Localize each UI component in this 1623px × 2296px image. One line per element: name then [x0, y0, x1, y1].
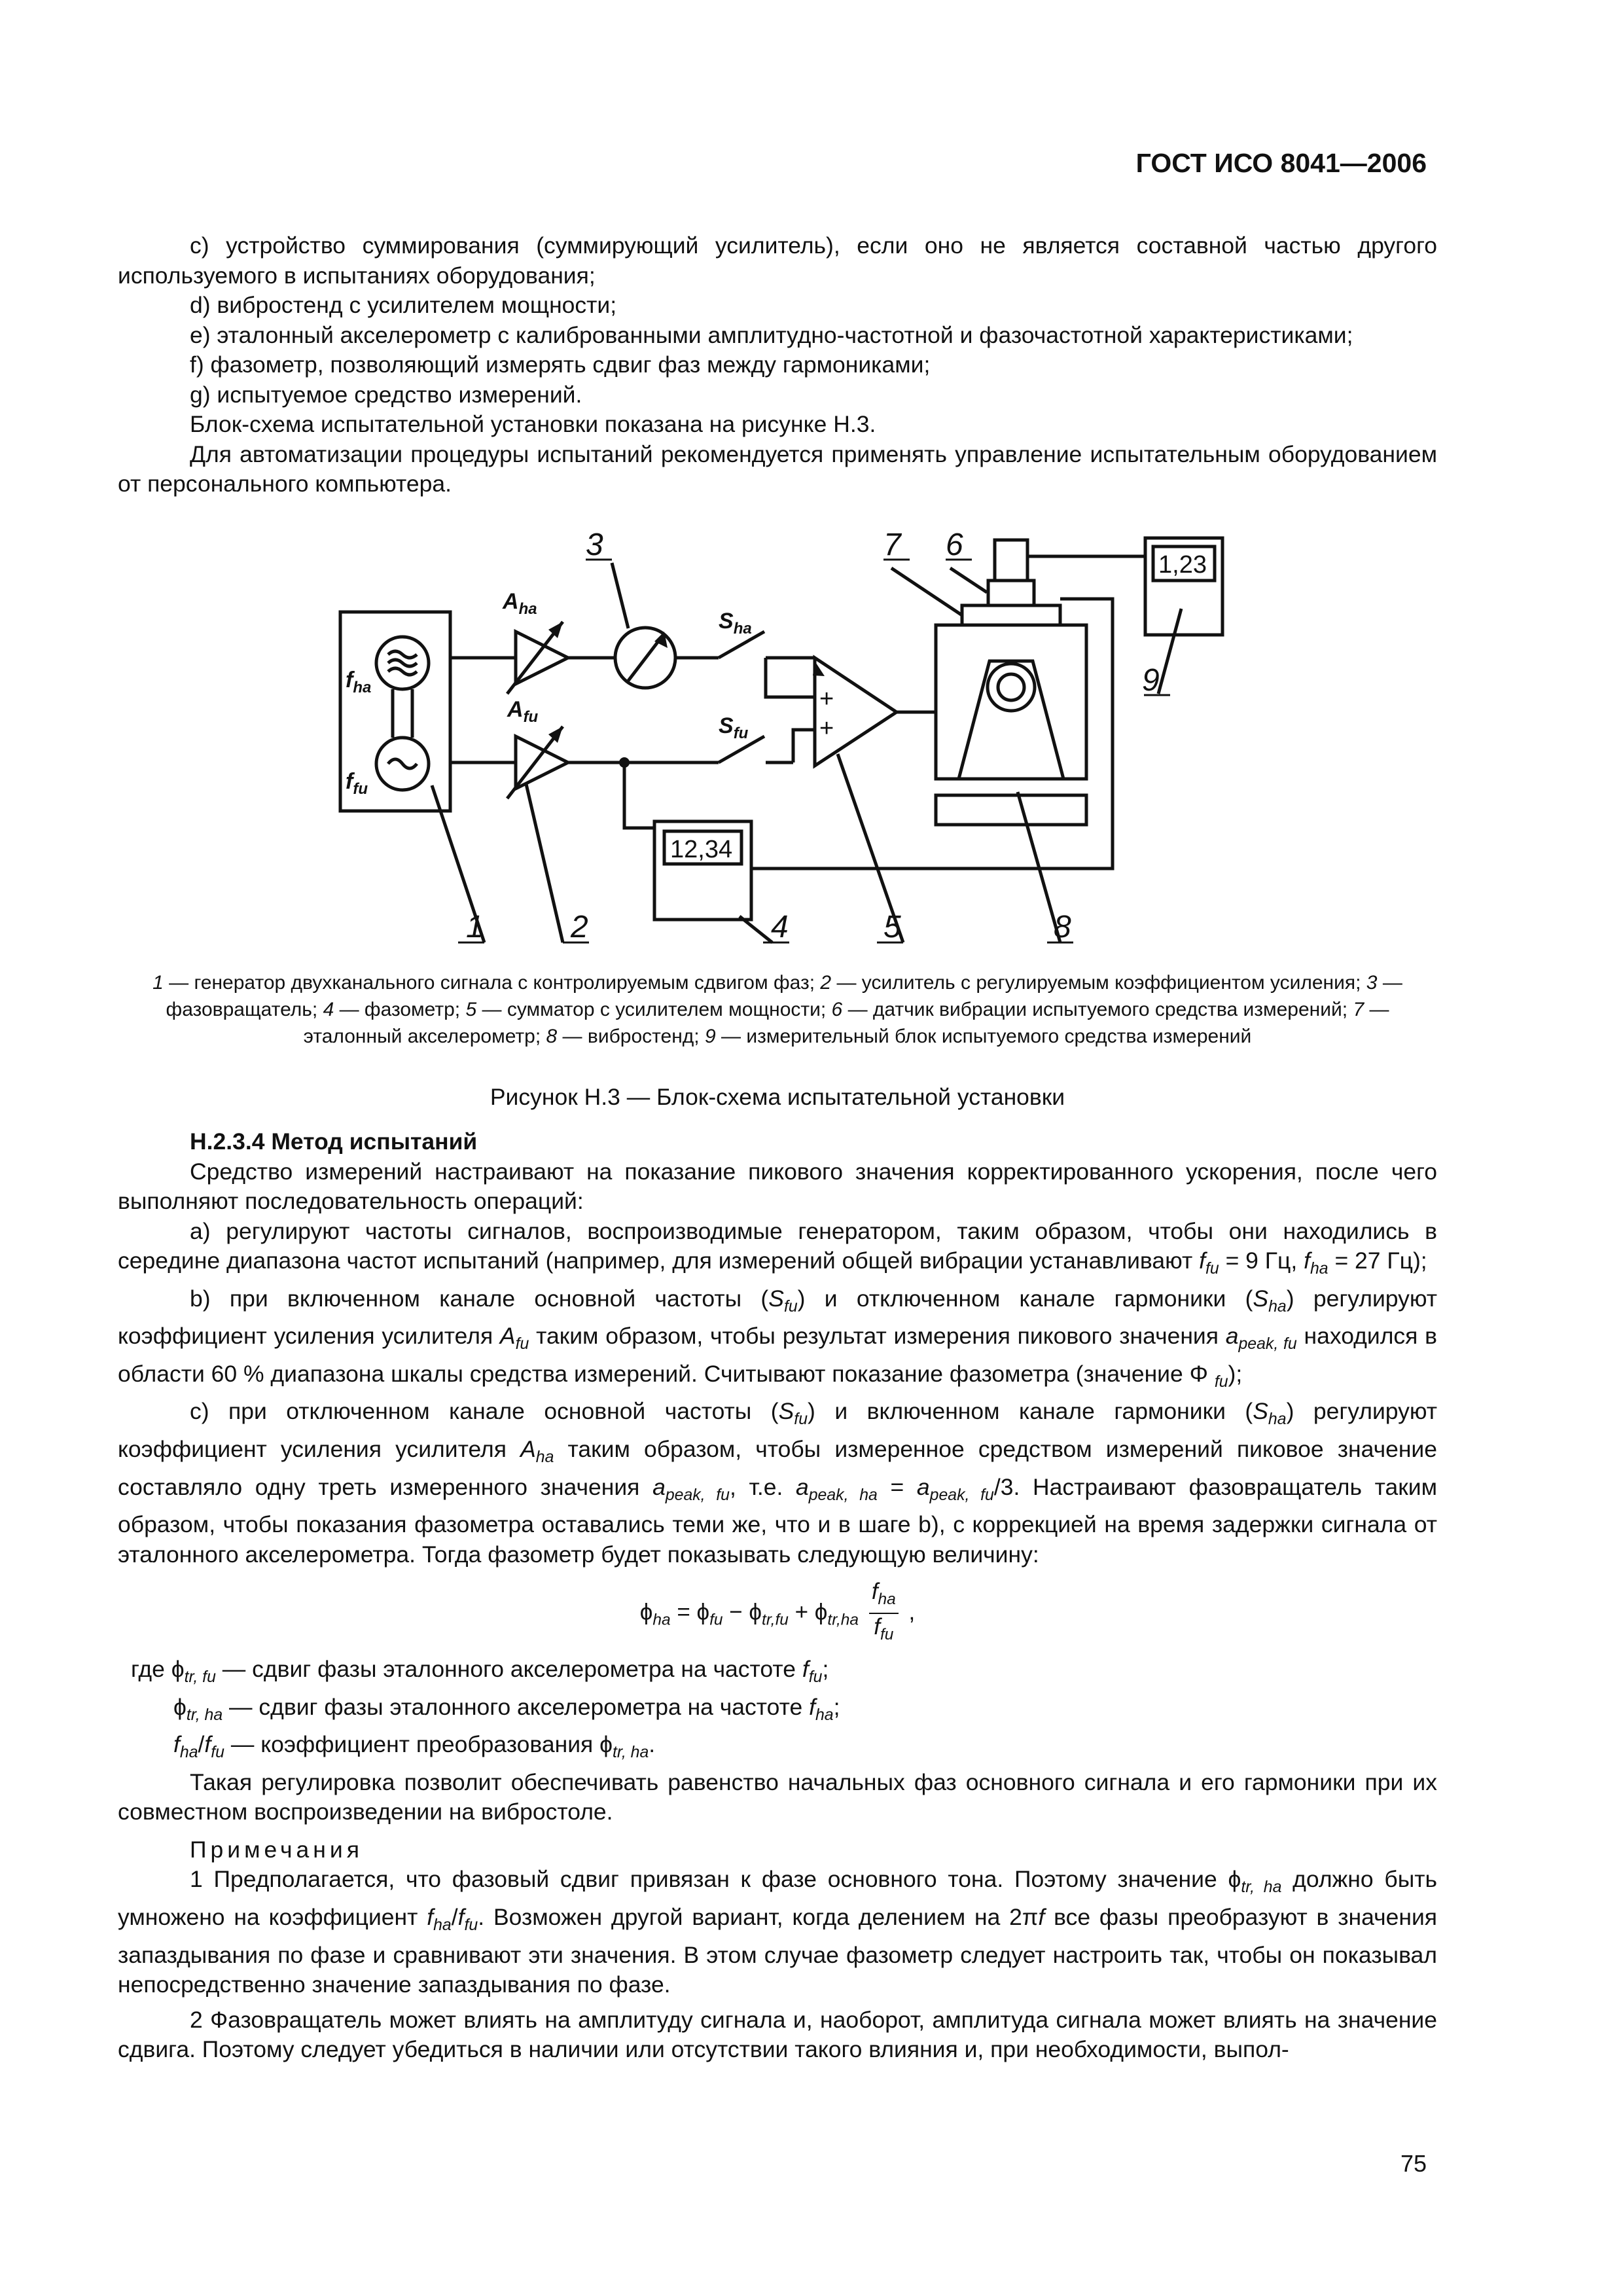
where-line-1: где $\phi_{tr, fu}$ — сдвиг фазы эталонного акселерометра на частоте $f_{fu}$;: [131, 1656, 829, 1687]
label-ffu: $f_{fu}$: [346, 769, 368, 798]
list-item-c: c) устройство суммирования (суммирующий усилитель), если оно не является составной частью другого используемого в испытаниях оборудования;: [118, 232, 1437, 289]
label-sha: $S_{ha}$: [719, 609, 752, 637]
label-sfu: $S_{fu}$: [719, 713, 749, 742]
frequency-ratio: $\frac{f_{ha}}{f_{fu}}$: [869, 1579, 899, 1648]
ref-number-6: 6: [946, 528, 963, 562]
figure-legend: 1 — генератор двухканального сигнала с контролируемым сдвигом фаз; 2 — усилитель с регулируемым коэффициентом усиления; 3 — фазовращатель; 4 — фазометр; 5 — сумматор с усилителем мощности; 6 — датчик вибрации испытуемого средства измерений; 7 — эталонный акселерометр; 8 — вибростенд; 9 — измерительный блок испытуемого средства измерений: [152, 972, 1402, 1047]
list-item-d: d) вибростенд с усилителем мощности;: [190, 292, 617, 318]
where-line-2: $\phi_{tr, ha}$ — сдвиг фазы эталонного акселерометра на частоте $f_{ha}$;: [173, 1693, 840, 1724]
ref-number-5: 5: [883, 910, 901, 944]
meter4-readout: 12,34: [670, 836, 733, 863]
ref-number-4: 4: [771, 910, 789, 944]
notes-heading: Примечания: [190, 1836, 363, 1863]
list-item-e: e) эталонный акселерометр с калиброванными амплитудно-частотной и фазочастотной характеристиками;: [190, 321, 1353, 348]
ref-number-7: 7: [883, 528, 901, 562]
sensor-mount: [988, 581, 1034, 605]
amplifier-aha: [516, 632, 568, 684]
document-header: ГОСТ ИСО 8041—2006: [1135, 148, 1427, 178]
ref-number-9: 9: [1142, 663, 1160, 698]
ref-number-1: 1: [466, 910, 484, 944]
amplifier-afu: [516, 736, 568, 789]
vibration-exciter-base: [936, 795, 1086, 825]
method-intro: Средство измерений настраивают на показание пикового значения корректированного ускорения, после чего выполняют последовательность операций:: [118, 1158, 1437, 1214]
block-diagram: [0, 0, 1623, 975]
figure-title: Рисунок Н.3 — Блок-схема испытательной установки: [490, 1084, 1065, 1110]
step-c: c) при отключенном канале основной частоты $(S_{fu})$ и включенном канале гармоники $(S_{ha})$ регулируют коэффициент усиления усилителя $A_{ha}$ таким образом, чтобы измеренное средством измерений пиковое значение составляло одну треть измеренного значения $a_{peak, fu}$, т.е. $a_{peak, ha} = a_{peak, fu}/3$. Настраивают фазовращатель таким образом, чтобы показания фазометра оставались теми же, что и в шаге b), с коррекцией на время задержки сигнала от эталонного акселерометра. Тогда фазометр будет показывать следующую величину:: [118, 1398, 1438, 1568]
meter9-readout: 1,23: [1158, 551, 1207, 579]
reference-accelerometer: [962, 605, 1060, 625]
after-paragraph: Такая регулировка позволит обеспечивать равенство начальных фаз основного сигнала и его гармоники при их совместном воспроизведении на вибростоле.: [118, 1768, 1437, 1825]
step-a: a) регулируют частоты сигналов, воспроизводимые генератором, таким образом, чтобы они находились в середине диапазона частот испытаний (например, для измерений общей вибрации устанавливают $f_{fu} = 9$ Гц, $f_{ha} = 27$ Гц);: [118, 1217, 1437, 1278]
where-line-3: $f_{ha}/f_{fu}$ — коэффициент преобразования $\phi_{tr, ha}$.: [173, 1731, 656, 1762]
ref-number-8: 8: [1054, 910, 1071, 944]
where-block: [118, 1655, 1437, 1768]
page-number: 75: [1400, 2150, 1427, 2177]
note-1: 1 Предполагается, что фазовый сдвиг привязан к фазе основного тона. Поэтому значение $\phi_{tr, ha}$ должно быть умножено на коэффициент $f_{ha}/f_{fu}$. Возможен другой вариант, когда делением на 2πf все фазы преобразуют в значения запаздывания по фазе и сравнивают эти значения. В этом случае фазометр следует настроить так, чтобы он показывал непосредственно значение запаздывания по фазе.: [118, 1866, 1437, 1998]
note-2: 2 Фазовращатель может влиять на амплитуду сигнала и, наоборот, амплитуда сигнала может влиять на значение сдвига. Поэтому следует убедиться в наличии или отсутствии такого влияния и, при необходимости, выпол-: [118, 2006, 1437, 2063]
paragraph-scheme: Блок-схема испытательной установки показана на рисунке Н.3.: [190, 411, 876, 437]
ref-number-2: 2: [571, 910, 588, 944]
section-heading: Н.2.3.4 Метод испытаний: [190, 1128, 478, 1155]
phase-formula: $\phi_{ha} = \phi_{fu} - \phi_{tr,fu} + \phi_{tr,ha}$ $\frac{f_{ha}}{f_{fu}}$ ,: [118, 1579, 1437, 1648]
label-aha: $A_{ha}$: [503, 589, 537, 618]
ref-number-3: 3: [586, 528, 603, 562]
label-fha: $f_{ha}$: [346, 668, 372, 696]
list-item-g: g) испытуемое средство измерений.: [190, 381, 582, 408]
vibration-sensor: [995, 540, 1027, 581]
label-afu: $A_{fu}$: [507, 697, 539, 726]
plus-sign-bottom: +: [819, 715, 834, 742]
method-section: [118, 1127, 1437, 2065]
paragraph-automation: Для автоматизации процедуры испытаний рекомендуется применять управление испытательным оборудованием от персонального компьютера.: [118, 440, 1437, 497]
plus-sign-top: +: [819, 685, 834, 713]
step-b: b) при включенном канале основной частоты $(S_{fu})$ и отключенном канале гармоники $(S_{ha})$ регулируют коэффициент усиления усилителя $A_{fu}$ таким образом, чтобы результат измерения пикового значения $a_{peak, fu}$ находился в области 60 % диапазона шкалы средства измерений. Считывают показание фазометра (значение Φ $_{fu}$);: [118, 1285, 1438, 1391]
list-item-f: f) фазометр, позволяющий измерять сдвиг фаз между гармониками;: [190, 351, 931, 378]
